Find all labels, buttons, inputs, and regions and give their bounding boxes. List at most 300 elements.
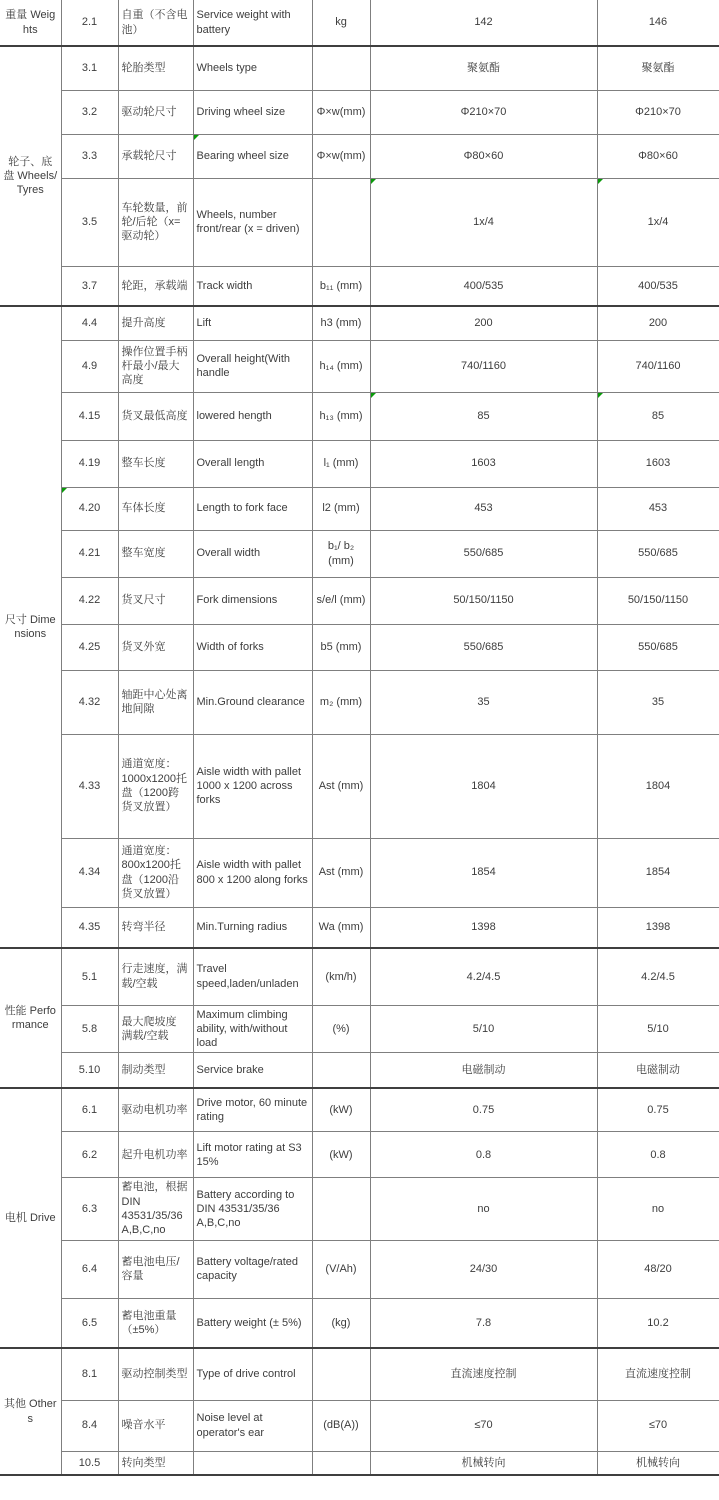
unit-cell-text: (dB(A)) <box>323 1419 359 1432</box>
value2-cell <box>597 0 719 46</box>
name-zh-cell-text: 轴距中心处离地间隙 <box>121 688 188 715</box>
row-no-cell <box>61 1132 118 1178</box>
value2-cell <box>597 1053 719 1088</box>
name-en-cell <box>193 134 312 178</box>
name-zh-cell <box>118 134 193 178</box>
name-zh-cell-text: 起升电机功率 <box>121 1148 188 1161</box>
name-en-cell <box>193 1451 312 1475</box>
unit-cell-text: Ast (mm) <box>318 866 364 879</box>
unit-cell-text: Wa (mm) <box>318 921 364 934</box>
name-en-cell-text: Maximum climbing ability, with/without load <box>196 1008 288 1050</box>
value1-cell-text: 1x/4 <box>473 215 494 228</box>
name-zh-cell-text: 车轮数量，前轮/后轮（x=驱动轮） <box>121 201 188 243</box>
name-en-cell-text: Length to fork face <box>196 502 288 515</box>
value1-cell <box>370 0 597 46</box>
value1-cell <box>370 1178 597 1240</box>
row-no-cell-text: 3.2 <box>81 105 98 118</box>
value2-cell-text: 146 <box>648 16 668 29</box>
value2-cell <box>597 306 719 340</box>
table-row <box>0 530 719 577</box>
value1-cell <box>370 1053 597 1088</box>
name-zh-cell-text: 驱动电机功率 <box>121 1103 188 1116</box>
value2-cell <box>597 577 719 624</box>
table-row <box>0 1088 719 1132</box>
row-no-cell-text: 5.10 <box>78 1063 101 1076</box>
category-label-en: Wheels/Tyres <box>16 169 58 197</box>
value2-cell <box>597 340 719 392</box>
row-no-cell <box>61 340 118 392</box>
name-zh-cell <box>118 440 193 487</box>
unit-cell-text: Φ×w(mm) <box>316 149 366 162</box>
name-en-cell-text: Min.Turning radius <box>196 921 288 934</box>
row-no-cell-text: 4.22 <box>78 594 101 607</box>
table-row <box>0 0 719 46</box>
value1-cell-text: 聚氨酯 <box>467 62 500 75</box>
value2-cell-text: 85 <box>651 409 665 422</box>
value2-cell <box>597 948 719 1005</box>
name-zh-cell <box>118 624 193 670</box>
row-no-cell-text: 4.32 <box>78 695 101 708</box>
row-no-cell <box>61 530 118 577</box>
value1-cell-text: 453 <box>474 502 493 515</box>
unit-cell-text: h₁₄ (mm) <box>319 359 363 372</box>
unit-cell <box>312 838 370 907</box>
name-zh-cell-text: 承载轮尺寸 <box>121 149 177 162</box>
name-en-cell <box>193 0 312 46</box>
unit-cell-text: (kW) <box>329 1103 353 1116</box>
value2-cell <box>597 1240 719 1298</box>
name-en-cell-text: Overall length <box>196 457 265 470</box>
name-zh-cell-text: 操作位置手柄杆最小/最大高度 <box>121 345 188 387</box>
name-zh-cell-text: 制动类型 <box>121 1063 166 1076</box>
value2-cell-text: 5/10 <box>647 1022 669 1035</box>
value2-cell <box>597 530 719 577</box>
value2-cell <box>597 1005 719 1053</box>
table-row <box>0 1132 719 1178</box>
value2-cell <box>597 266 719 306</box>
comment-marker-icon <box>194 135 199 140</box>
name-zh-cell-text: 通道宽度：800x1200托盘（1200沿货叉放置） <box>121 844 181 900</box>
value1-cell-text: 7.8 <box>475 1316 492 1329</box>
value2-cell <box>597 1088 719 1132</box>
value2-cell <box>597 1298 719 1348</box>
row-no-cell <box>61 1240 118 1298</box>
value1-cell-text: 1398 <box>471 921 496 934</box>
comment-marker-icon <box>371 179 376 184</box>
unit-cell-text: b5 (mm) <box>320 640 362 653</box>
row-no-cell <box>61 734 118 838</box>
unit-cell <box>312 907 370 948</box>
row-no-cell <box>61 1088 118 1132</box>
unit-cell <box>312 1400 370 1451</box>
row-no-cell <box>61 948 118 1005</box>
row-no-cell-text: 4.33 <box>78 779 101 792</box>
table-row <box>0 577 719 624</box>
row-no-cell-text: 6.1 <box>81 1103 98 1116</box>
category-label-zh: 重量 <box>5 9 28 22</box>
name-en-cell-text: Battery according to DIN 43531/35/36 A,B,C,no <box>196 1188 295 1230</box>
value2-cell-text: 电磁制动 <box>636 1063 680 1076</box>
value1-cell-text: 电磁制动 <box>461 1063 506 1076</box>
unit-cell <box>312 1348 370 1400</box>
table-row <box>0 624 719 670</box>
value2-cell-text: 453 <box>648 502 668 515</box>
value1-cell-text: 24/30 <box>469 1262 498 1275</box>
value1-cell-text: 直流速度控制 <box>450 1368 517 1381</box>
name-zh-cell-text: 噪音水平 <box>121 1419 166 1432</box>
name-en-cell <box>193 1400 312 1451</box>
row-no-cell-text: 4.4 <box>81 317 98 330</box>
name-en-cell <box>193 948 312 1005</box>
row-no-cell-text: 10.5 <box>78 1456 101 1469</box>
value2-cell-text: 1398 <box>645 921 671 934</box>
name-zh-cell <box>118 530 193 577</box>
table-row <box>0 1348 719 1400</box>
table-row <box>0 838 719 907</box>
value1-cell-text: 0.8 <box>475 1148 492 1161</box>
value1-cell <box>370 1088 597 1132</box>
name-en-cell <box>193 266 312 306</box>
value2-cell-text: ≤70 <box>648 1419 668 1432</box>
unit-cell-text: (kW) <box>329 1148 353 1161</box>
name-zh-cell-text: 车体长度 <box>121 502 166 515</box>
table-row <box>0 1451 719 1475</box>
row-no-cell-text: 4.25 <box>78 640 101 653</box>
category-cell <box>0 306 61 948</box>
name-zh-cell-text: 蓄电池重量（±5%） <box>121 1309 177 1336</box>
name-en-cell-text: Width of forks <box>196 640 264 653</box>
table-row <box>0 340 719 392</box>
category-cell <box>0 1348 61 1475</box>
name-zh-cell-text: 货叉最低高度 <box>121 409 188 422</box>
table-row <box>0 1400 719 1451</box>
unit-cell <box>312 487 370 530</box>
value2-cell <box>597 624 719 670</box>
unit-cell <box>312 1053 370 1088</box>
unit-cell <box>312 577 370 624</box>
category-label-en: Performance <box>11 1004 56 1031</box>
unit-cell <box>312 1240 370 1298</box>
unit-cell <box>312 1178 370 1240</box>
name-zh-cell <box>118 1005 193 1053</box>
name-en-cell-text: lowered hength <box>196 409 272 422</box>
row-no-cell-text: 3.7 <box>81 279 98 292</box>
row-no-cell-text: 4.34 <box>78 866 101 879</box>
row-no-cell-text: 4.15 <box>78 409 101 422</box>
comment-marker-icon <box>62 488 67 493</box>
unit-cell <box>312 1298 370 1348</box>
value2-cell-text: 0.8 <box>650 1148 666 1161</box>
name-en-cell <box>193 838 312 907</box>
category-label-zh: 性能 <box>4 1004 27 1017</box>
unit-cell-text: Φ×w(mm) <box>316 105 366 118</box>
value2-cell <box>597 1348 719 1400</box>
name-en-cell <box>193 1088 312 1132</box>
name-en-cell-text: Min.Ground clearance <box>196 695 305 708</box>
name-en-cell <box>193 340 312 392</box>
unit-cell <box>312 46 370 90</box>
value1-cell <box>370 1005 597 1053</box>
name-en-cell-text: Bearing wheel size <box>196 149 289 162</box>
row-no-cell <box>61 907 118 948</box>
category-cell <box>0 1088 61 1348</box>
name-en-cell-text: Noise level at operator's ear <box>196 1412 265 1439</box>
row-no-cell-text: 4.9 <box>81 359 98 372</box>
table-row <box>0 1298 719 1348</box>
row-no-cell <box>61 577 118 624</box>
value2-cell <box>597 1451 719 1475</box>
name-en-cell-text: Aisle width with pallet 800 x 1200 along forks <box>196 859 308 886</box>
value1-cell-text: 35 <box>477 695 490 708</box>
unit-cell <box>312 670 370 734</box>
row-no-cell <box>61 1005 118 1053</box>
value2-cell-text: 10.2 <box>647 1316 669 1329</box>
row-no-cell <box>61 1451 118 1475</box>
value1-cell-text: 50/150/1150 <box>453 594 514 607</box>
table-row <box>0 134 719 178</box>
value1-cell <box>370 948 597 1005</box>
row-no-cell <box>61 670 118 734</box>
row-no-cell-text: 2.1 <box>81 16 98 29</box>
value2-cell-text: 聚氨酯 <box>641 62 675 75</box>
name-en-cell <box>193 624 312 670</box>
name-en-cell-text: Battery weight (± 5%) <box>196 1316 302 1329</box>
name-zh-cell <box>118 1240 193 1298</box>
name-en-cell-text: Driving wheel size <box>196 105 286 118</box>
category-label-zh: 尺寸 <box>4 613 27 626</box>
row-no-cell <box>61 90 118 134</box>
name-zh-cell <box>118 266 193 306</box>
unit-cell <box>312 340 370 392</box>
name-en-cell <box>193 1240 312 1298</box>
name-en-cell <box>193 734 312 838</box>
unit-cell-text: l₁ (mm) <box>323 457 359 470</box>
name-en-cell-text: Overall height(With handle <box>196 352 291 379</box>
unit-cell <box>312 734 370 838</box>
unit-cell <box>312 134 370 178</box>
row-no-cell-text: 5.1 <box>81 970 98 983</box>
row-no-cell <box>61 134 118 178</box>
value1-cell <box>370 1298 597 1348</box>
unit-cell <box>312 1132 370 1178</box>
name-en-cell-text: Aisle width with pallet 1000 x 1200 across forks <box>196 765 302 807</box>
name-zh-cell-text: 整车宽度 <box>121 547 166 560</box>
name-zh-cell <box>118 487 193 530</box>
name-zh-cell-text: 转向类型 <box>121 1456 166 1469</box>
category-cell <box>0 0 61 46</box>
value1-cell <box>370 440 597 487</box>
unit-cell-text: h₁₃ (mm) <box>319 409 363 422</box>
value1-cell-text: 142 <box>474 16 493 29</box>
unit-cell-text: (km/h) <box>325 970 357 983</box>
name-zh-cell <box>118 178 193 266</box>
table-row <box>0 487 719 530</box>
row-no-cell <box>61 392 118 440</box>
unit-cell <box>312 1451 370 1475</box>
unit-cell-text: b₁/ b₂ (mm) <box>327 540 355 567</box>
unit-cell <box>312 1005 370 1053</box>
name-en-cell <box>193 1178 312 1240</box>
name-en-cell-text: Lift motor rating at S3 15% <box>196 1141 302 1168</box>
name-zh-cell <box>118 90 193 134</box>
name-en-cell <box>193 440 312 487</box>
value1-cell <box>370 530 597 577</box>
category-label-zh: 轮子、底盘 <box>3 155 53 182</box>
value2-cell <box>597 1400 719 1451</box>
name-zh-cell-text: 整车长度 <box>121 457 166 470</box>
unit-cell-text: m₂ (mm) <box>319 695 363 708</box>
unit-cell-text: b₁₁ (mm) <box>319 279 363 292</box>
value1-cell-text: 400/535 <box>463 279 504 292</box>
unit-cell <box>312 530 370 577</box>
name-zh-cell <box>118 1132 193 1178</box>
row-no-cell-text: 5.8 <box>81 1022 98 1035</box>
value1-cell <box>370 178 597 266</box>
table-row <box>0 1053 719 1088</box>
unit-cell <box>312 178 370 266</box>
unit-cell <box>312 624 370 670</box>
name-zh-cell <box>118 734 193 838</box>
category-label-en: Drive <box>29 1211 56 1224</box>
value2-cell-text: 35 <box>651 695 665 708</box>
value2-cell <box>597 1178 719 1240</box>
value1-cell-text: 740/1160 <box>460 359 507 372</box>
value1-cell <box>370 46 597 90</box>
name-zh-cell-text: 提升高度 <box>121 317 166 330</box>
value1-cell <box>370 1348 597 1400</box>
unit-cell-text: l2 (mm) <box>322 502 360 515</box>
row-no-cell-text: 4.19 <box>78 457 101 470</box>
unit-cell <box>312 1088 370 1132</box>
value1-cell-text: 550/685 <box>463 640 504 653</box>
row-no-cell-text: 6.5 <box>81 1316 98 1329</box>
value1-cell-text: 机械转向 <box>461 1456 506 1469</box>
value2-cell <box>597 487 719 530</box>
name-zh-cell-text: 最大爬坡度 满载/空载 <box>121 1015 177 1042</box>
value1-cell <box>370 487 597 530</box>
name-en-cell <box>193 1348 312 1400</box>
unit-cell <box>312 90 370 134</box>
name-en-cell <box>193 392 312 440</box>
name-zh-cell <box>118 1451 193 1475</box>
name-en-cell <box>193 178 312 266</box>
unit-cell <box>312 392 370 440</box>
name-en-cell-text: Wheels, number front/rear (x = driven) <box>196 208 300 235</box>
value1-cell <box>370 1240 597 1298</box>
name-en-cell <box>193 46 312 90</box>
value2-cell-text: 1x/4 <box>647 215 669 228</box>
value2-cell <box>597 440 719 487</box>
value1-cell-text: Φ210×70 <box>460 105 507 118</box>
name-en-cell <box>193 1298 312 1348</box>
name-zh-cell <box>118 1178 193 1240</box>
table-row <box>0 46 719 90</box>
row-no-cell-text: 8.1 <box>81 1368 98 1381</box>
row-no-cell <box>61 624 118 670</box>
row-no-cell-text: 4.35 <box>78 921 101 934</box>
value2-cell-text: 1854 <box>645 866 671 879</box>
value2-cell <box>597 838 719 907</box>
name-en-cell-text: Service brake <box>196 1063 264 1076</box>
value1-cell-text: 85 <box>477 409 490 422</box>
name-en-cell <box>193 1053 312 1088</box>
name-zh-cell <box>118 1088 193 1132</box>
unit-cell-text: h3 (mm) <box>320 317 362 330</box>
unit-cell <box>312 306 370 340</box>
table-row <box>0 392 719 440</box>
name-zh-cell <box>118 0 193 46</box>
row-no-cell <box>61 838 118 907</box>
name-zh-cell-text: 货叉尺寸 <box>121 594 166 607</box>
category-label-en: Dimensions <box>14 613 56 640</box>
value1-cell <box>370 392 597 440</box>
name-zh-cell <box>118 392 193 440</box>
table-row <box>0 90 719 134</box>
table-row <box>0 1240 719 1298</box>
value1-cell <box>370 306 597 340</box>
value1-cell <box>370 266 597 306</box>
row-no-cell-text: 4.20 <box>78 502 101 515</box>
unit-cell-text: (kg) <box>331 1316 351 1329</box>
name-zh-cell <box>118 1400 193 1451</box>
category-label-zh: 电机 <box>4 1211 27 1224</box>
unit-cell-text: (%) <box>332 1022 350 1035</box>
value1-cell-text: 4.2/4.5 <box>466 970 501 983</box>
row-no-cell-text: 6.4 <box>81 1262 98 1275</box>
name-en-cell <box>193 1132 312 1178</box>
unit-cell-text: kg <box>335 16 347 29</box>
name-en-cell <box>193 530 312 577</box>
value1-cell <box>370 134 597 178</box>
table-row <box>0 306 719 340</box>
name-en-cell-text: Travel speed,laden/unladen <box>196 963 299 990</box>
unit-cell <box>312 948 370 1005</box>
table-row <box>0 1178 719 1240</box>
row-no-cell-text: 3.5 <box>81 215 98 228</box>
value1-cell-text: Φ80×60 <box>463 149 504 162</box>
unit-cell <box>312 440 370 487</box>
comment-marker-icon <box>371 393 376 398</box>
value2-cell-text: 200 <box>648 317 668 330</box>
name-en-cell-text: Overall width <box>196 547 261 560</box>
value1-cell-text: 0.75 <box>472 1103 495 1116</box>
value1-cell <box>370 340 597 392</box>
table-row <box>0 734 719 838</box>
name-en-cell <box>193 306 312 340</box>
name-zh-cell <box>118 340 193 392</box>
row-no-cell <box>61 46 118 90</box>
value1-cell-text: 1804 <box>471 779 496 792</box>
category-label-en: Weights <box>22 9 56 36</box>
value2-cell-text: 直流速度控制 <box>625 1368 691 1381</box>
name-en-cell-text: Fork dimensions <box>196 594 278 607</box>
value1-cell <box>370 1132 597 1178</box>
name-zh-cell-text: 转弯半径 <box>121 921 166 934</box>
name-en-cell-text: Service weight with battery <box>196 9 291 36</box>
row-no-cell <box>61 487 118 530</box>
name-zh-cell <box>118 1348 193 1400</box>
value2-cell <box>597 46 719 90</box>
value1-cell <box>370 1451 597 1475</box>
name-zh-cell <box>118 46 193 90</box>
row-no-cell <box>61 178 118 266</box>
name-zh-cell-text: 自重（不含电池） <box>121 9 188 36</box>
name-en-cell <box>193 907 312 948</box>
value1-cell-text: 1603 <box>471 457 496 470</box>
row-no-cell <box>61 440 118 487</box>
name-zh-cell <box>118 1053 193 1088</box>
row-no-cell-text: 8.4 <box>81 1419 98 1432</box>
